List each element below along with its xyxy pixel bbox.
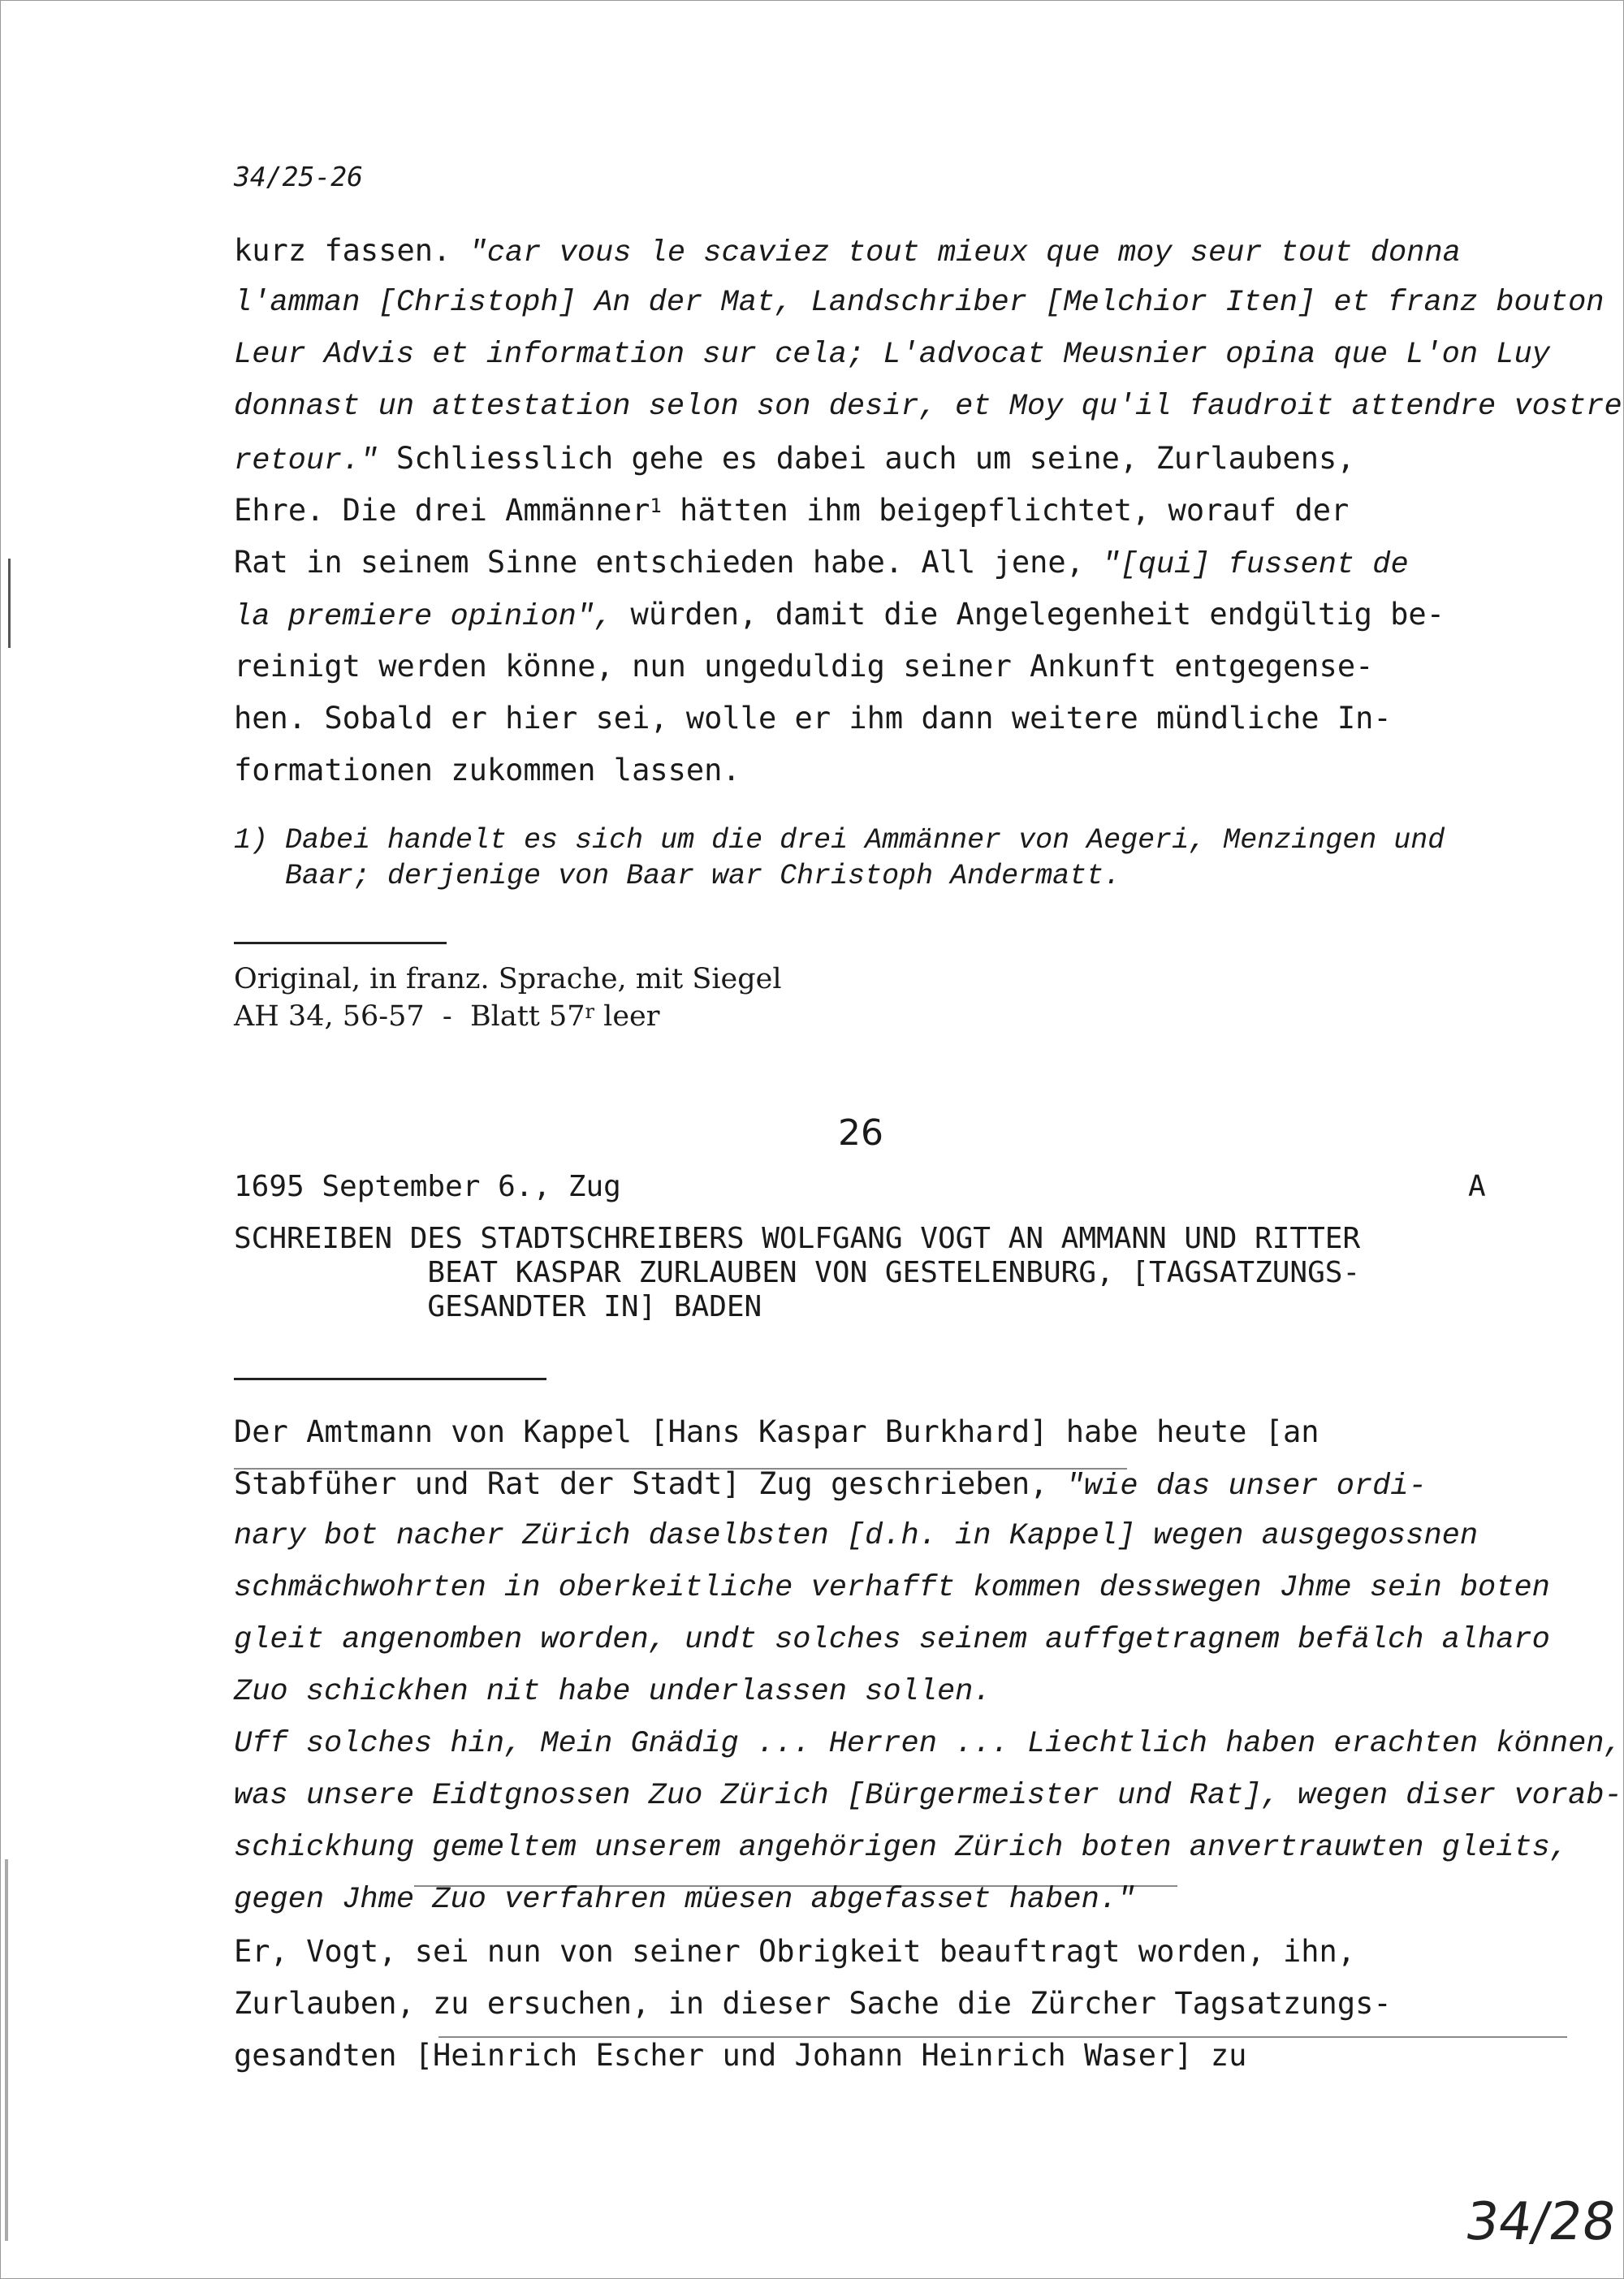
body-line: nary bot nacher Zürich daselbsten [d.h. in Kappel] wegen ausgegossnen [234,1519,1479,1553]
page-reference: 34/25-26 [234,161,363,192]
body-line: gegen Jhme Zuo verfahren müesen abgefasset haben." [234,1883,1136,1917]
body-line: Stabfüher und Rat der Stadt] Zug geschrieben, "wie das unser ordi- [234,1466,1427,1504]
document-letter: A [1468,1170,1486,1203]
separator-rule [234,942,447,944]
scan-mark [5,1859,8,2241]
date-place: 1695 September 6., Zug [234,1170,621,1203]
body-line: reinigt werden könne, nun ungeduldig seiner Ankunft entgegense- [234,649,1374,684]
body-line: gleit angenomben worden, undt solches seinem auffgetragnem befälch alharo [234,1623,1550,1657]
body-line: kurz fassen. "car vous le scaviez tout mieux que moy seur tout donna [234,233,1461,270]
document-title-line: SCHREIBEN DES STADTSCHREIBERS WOLFGANG VOGT AN AMMANN UND RITTER [234,1222,1361,1255]
footnote-marker: 1 [650,494,662,517]
body-line: Er, Vogt, sei nun von seiner Obrigkeit beauftragt worden, ihn, [234,1934,1356,1969]
separator-rule [234,1378,546,1380]
body-line: retour." Schliesslich gehe es dabei auch um seine, Zurlaubens, [234,441,1355,478]
body-line: hen. Sobald er hier sei, wolle er ihm dann weitere mündliche In- [234,701,1392,736]
footnote-line: 1) Dabei handelt es sich um die drei Ammänner von Aegeri, Menzingen und [234,824,1445,857]
original-note: Original, in franz. Sprache, mit Siegel [234,963,782,995]
body-line: Ehre. Die drei Ammänner$^1$ hätten ihm beigepflichtet, worauf der [234,493,1350,528]
body-line: l'amman [Christoph] An der Mat, Landschriber [Melchior Iten] et franz bouton [234,286,1605,320]
body-line: Rat in seinem Sinne entschieden habe. All jene, "[qui] fussent de [234,545,1409,582]
body-line: Leur Advis et information sur cela; L'advocat Meusnier opina que L'on Luy [234,338,1550,372]
archive-reference: AH 34, 56-57 - Blatt 57$^r$ leer [234,1000,660,1033]
footnote-line: Baar; derjenige von Baar war Christoph Andermatt. [234,860,1121,892]
body-line: was unsere Eidtgnossen Zuo Zürich [Bürgermeister und Rat], wegen diser vorab- [234,1779,1622,1813]
document-number: 26 [838,1112,883,1154]
body-line: Uff solches hin, Mein Gnädig ... Herren ... Liechtlich haben erachten können, [234,1727,1622,1761]
body-line: formationen zukommen lassen. [234,753,741,788]
body-line: gesandten [Heinrich Escher und Johann Heinrich Waser] zu [234,2038,1247,2073]
handwritten-page-number: 34/28 [1461,2192,1620,2252]
body-line: Zuo schickhen nit habe underlassen sollen. [234,1675,991,1709]
document-title-line: GESANDTER IN] BADEN [234,1290,762,1323]
document-title-line: BEAT KASPAR ZURLAUBEN VON GESTELENBURG, [TAGSATZUNGS- [234,1256,1361,1289]
body-line: donnast un attestation selon son desir, et Moy qu'il faudroit attendre vostre [234,390,1622,424]
body-line: Zurlauben, zu ersuchen, in dieser Sache die Zürcher Tagsatzungs- [234,1986,1392,2021]
body-line: la premiere opinion", würden, damit die Angelegenheit endgültig be- [234,597,1445,634]
scan-mark [8,559,11,648]
body-line: schickhung gemeltem unserem angehörigen Zürich boten anvertrauwten gleits, [234,1831,1569,1865]
body-line: Der Amtmann von Kappel [Hans Kaspar Burkhard] habe heute [an [234,1414,1320,1449]
body-line: schmächwohrten in oberkeitliche verhafft kommen desswegen Jhme sein boten [234,1571,1550,1605]
